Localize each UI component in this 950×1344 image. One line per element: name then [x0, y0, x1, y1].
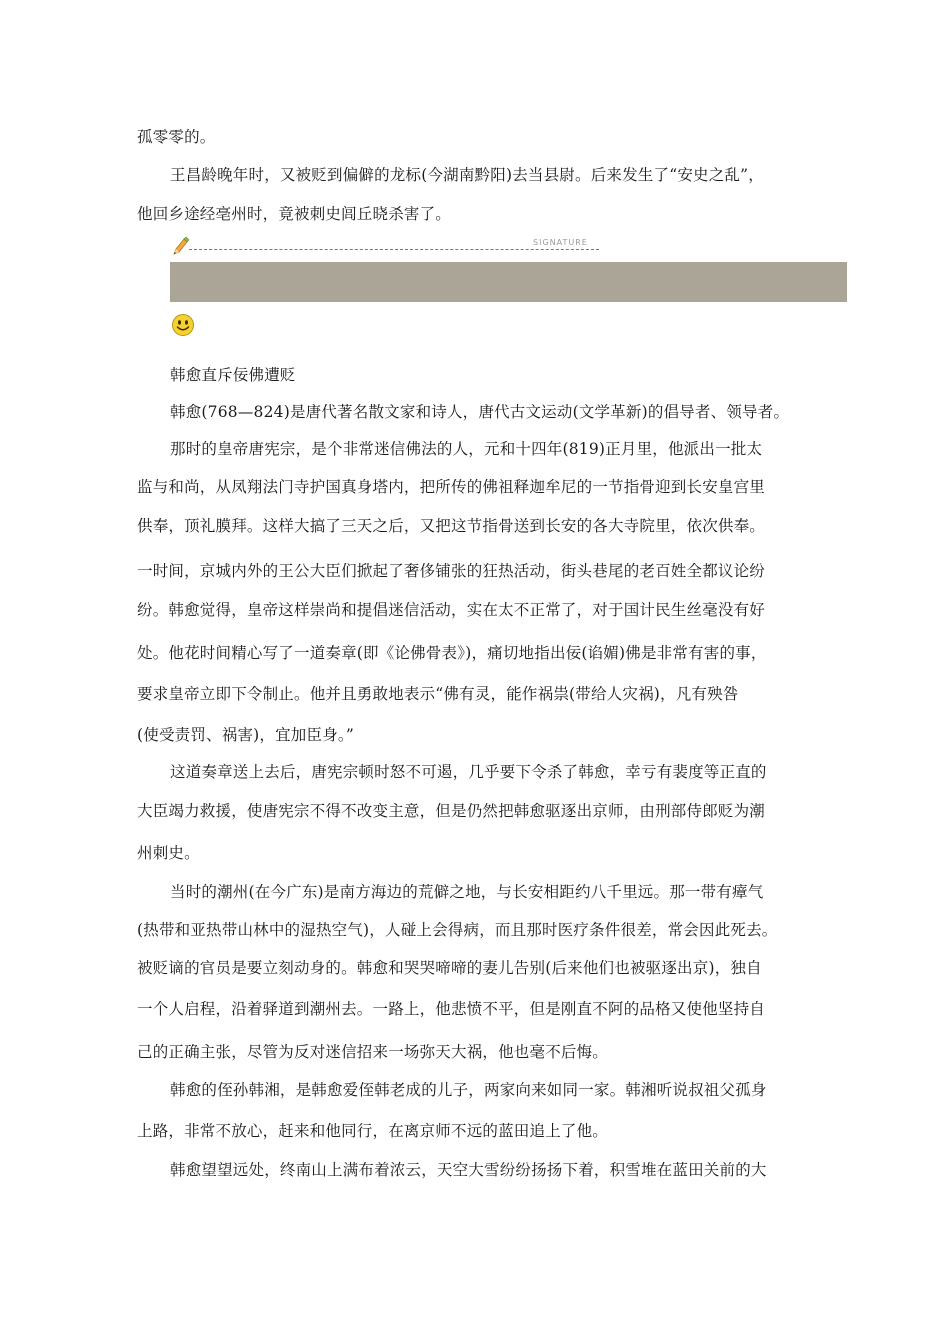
text-line: 纷。韩愈觉得，皇帝这样崇尚和提倡迷信活动，实在太不正常了，对于国计民生丝毫没有好	[137, 601, 766, 619]
text-line: 韩愈的侄孙韩湘，是韩愈爱侄韩老成的儿子，两家向来如同一家。韩湘听说叔祖父孤身	[170, 1081, 767, 1099]
text-line: (使受责罚、祸害)，宜加臣身。”	[137, 726, 354, 744]
text-line: 己的正确主张，尽管为反对迷信招来一场弥天大祸，他也毫不后悔。	[137, 1043, 609, 1061]
pencil-icon	[171, 236, 189, 256]
section-heading: 韩愈直斥佞佛遭贬	[170, 366, 296, 384]
text-line: 当时的潮州(在今广东)是南方海边的荒僻之地，与长安相距约八千里远。那一带有瘴气	[170, 883, 764, 901]
signature-bar	[170, 262, 847, 302]
text-line: 一时间，京城内外的王公大臣们掀起了奢侈铺张的狂热活动，街头巷尾的老百姓全都议论纷	[137, 562, 766, 580]
text-line: 一个人启程，沿着驿道到潮州去。一路上，他悲愤不平，但是刚直不阿的品格又使他坚持自	[137, 1000, 766, 1018]
text-line: 大臣竭力救援，使唐宪宗不得不改变主意，但是仍然把韩愈驱逐出京师，由刑部侍郎贬为潮	[137, 802, 766, 820]
signature-divider	[171, 236, 601, 258]
text-line: 这道奏章送上去后，唐宪宗顿时怒不可遏，几乎要下令杀了韩愈，幸亏有裴度等正直的	[170, 763, 767, 781]
dashed-divider	[189, 249, 599, 250]
text-line: 监与和尚，从凤翔法门寺护国真身塔内，把所传的佛祖释迦牟尼的一节指骨迎到长安皇宫里	[137, 478, 766, 496]
text-line: 那时的皇帝唐宪宗，是个非常迷信佛法的人，元和十四年(819)正月里，他派出一批太	[170, 440, 763, 458]
text-line: 上路，非常不放心，赶来和他同行，在离京师不远的蓝田追上了他。	[137, 1122, 609, 1140]
text-line: 王昌龄晚年时，又被贬到偏僻的龙标(今湖南黔阳)去当县尉。后来发生了“安史之乱”，	[170, 166, 764, 184]
text-line: 要求皇帝立即下令制止。他并且勇敢地表示“佛有灵，能作祸祟(带给人灾祸)，凡有殃咎	[137, 685, 739, 703]
text-line: 州刺史。	[137, 844, 200, 862]
text-line: 孤零零的。	[137, 128, 216, 146]
text-line: (热带和亚热带山林中的湿热空气)，人碰上会得病，而且那时医疗条件很差，常会因此死去。	[137, 921, 778, 939]
signature-label: SIGNATURE	[533, 238, 588, 247]
text-line: 被贬谪的官员是要立刻动身的。韩愈和哭哭啼啼的妻儿告别(后来他们也被驱逐出京)，独自	[137, 959, 762, 977]
text-line: 处。他花时间精心写了一道奏章(即《论佛骨表》)，痛切地指出佞(谄媚)佛是非常有害的事，	[137, 644, 767, 662]
text-line: 韩愈望望远处，终南山上满布着浓云，天空大雪纷纷扬扬下着，积雪堆在蓝田关前的大	[170, 1161, 767, 1179]
text-line: 韩愈(768—824)是唐代著名散文家和诗人，唐代古文运动(文学革新)的倡导者、领导者。	[170, 403, 790, 421]
text-line: 供奉，顶礼膜拜。这样大搞了三天之后，又把这节指骨送到长安的各大寺院里，依次供奉。	[137, 517, 766, 535]
smiley-icon	[171, 313, 195, 337]
text-line: 他回乡途经亳州时，竟被刺史闾丘晓杀害了。	[137, 205, 452, 223]
